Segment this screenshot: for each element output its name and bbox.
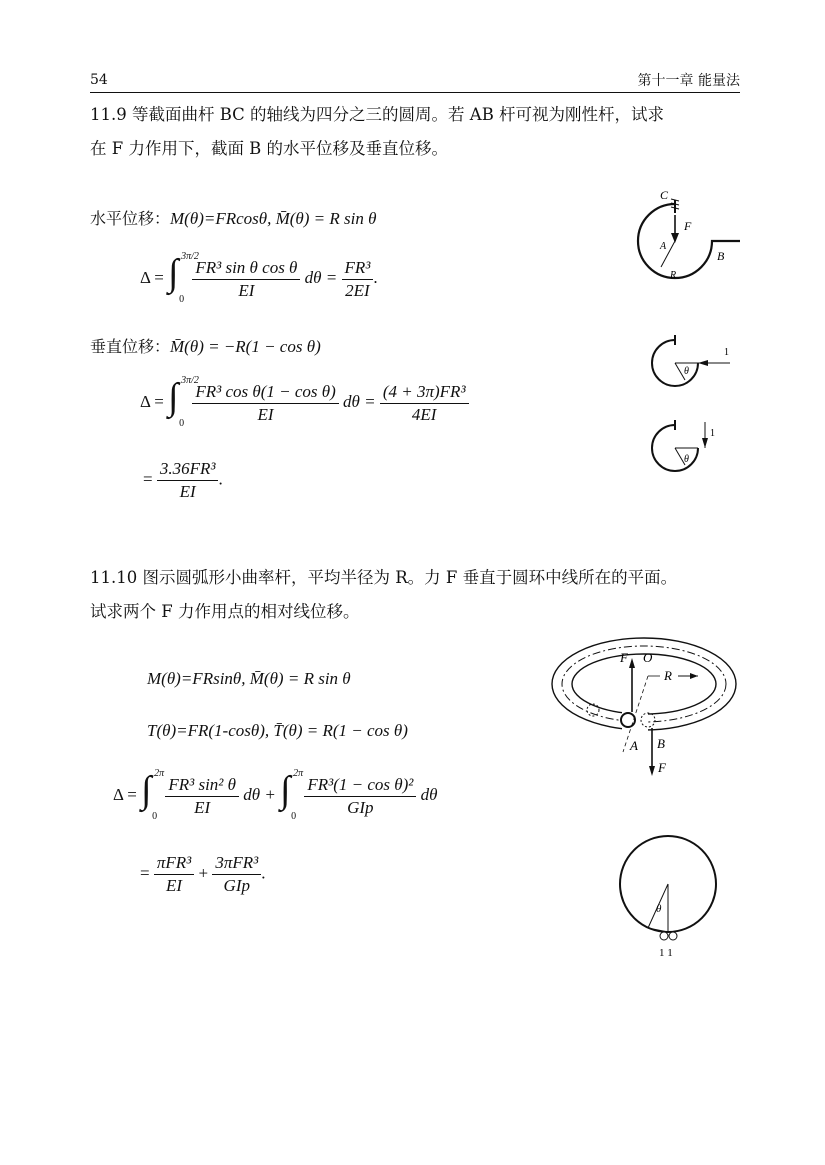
- horizontal-displacement-line: [90, 206, 376, 229]
- svg-text:1: 1: [724, 347, 729, 358]
- integral-sign: ∫ 2π 0: [141, 768, 165, 822]
- relative-displacement-integral: Δ = ∫ 2π 0 $\frac{\text{FR³ sin² θ}}{EI}$ dθ + ∫ 2π 0 $\frac{\text{FR³(1 − cos θ)²}}{\text{GIp}}$ dθ: [113, 768, 438, 822]
- svg-text:1: 1: [710, 428, 715, 439]
- moment-equation: M(θ)=FRsinθ, M̄(θ) = R sin θ: [147, 669, 351, 688]
- integral-sign: ∫ 2π 0: [280, 768, 304, 822]
- svg-text:B: B: [657, 736, 665, 751]
- svg-text:R: R: [670, 270, 677, 281]
- problem-11-10-line2: 试求两个 F 力作用点的相对线位移。: [90, 602, 360, 621]
- svg-text:C: C: [660, 188, 669, 202]
- svg-text:F: F: [658, 760, 666, 775]
- vertical-result: $\frac{\text{(4 + 3π)FR³}}{4EI}$: [380, 381, 469, 426]
- svg-text:R: R: [664, 668, 672, 683]
- svg-text:F: F: [684, 219, 692, 233]
- vertical-integral: Δ = ∫ 3π/2 0 $\frac{\text{FR³ cos θ(1 − cos θ)}}{EI}$ dθ = $\frac{\text{(4 + 3π)FR³}}{4EI}$: [140, 380, 469, 426]
- vertical-fraction: $\frac{\text{FR³ cos θ(1 − cos θ)}}{EI}$: [192, 381, 338, 426]
- svg-text:O: O: [643, 650, 653, 665]
- integral-sign: ∫ 3π/2 0: [168, 251, 199, 305]
- problem-11-9-line1: 11.9 等截面曲杆 BC 的轴线为四分之三的圆周。若 AB 杆可视为刚性杆，试求: [90, 105, 665, 124]
- vertical-label: 垂直位移：: [90, 337, 171, 356]
- svg-text:θ: θ: [656, 903, 662, 915]
- svg-text:A: A: [660, 241, 667, 252]
- header-rule: [90, 92, 740, 93]
- figure-11-10-ring: [548, 632, 743, 782]
- svg-text:B: B: [717, 249, 725, 263]
- svg-text:θ: θ: [684, 454, 689, 465]
- vertical-displacement-line: [90, 334, 321, 357]
- figure-11-9-unit-horizontal: [630, 325, 740, 400]
- svg-text:θ: θ: [684, 366, 689, 377]
- svg-text:1 1: 1 1: [659, 947, 673, 959]
- horizontal-label: 水平位移：: [90, 209, 171, 228]
- chapter-title: 第十一章 能量法: [637, 73, 740, 89]
- horizontal-moment: M(θ)=FRcosθ, M̄(θ) = R sin θ: [170, 209, 377, 228]
- svg-text:F: F: [620, 650, 628, 665]
- figure-11-9-main: [610, 185, 745, 295]
- figure-11-9-unit-vertical: [630, 410, 740, 485]
- page-number: 54: [90, 72, 108, 88]
- horizontal-fraction: $\frac{\text{FR³ sin θ cos θ}}{EI}$: [192, 257, 300, 302]
- horizontal-integral: Δ = ∫ 3π/2 0 $\frac{\text{FR³ sin θ cos θ}}{EI}$ dθ = $\frac{\text{FR³}}{2EI}$ .: [140, 251, 378, 305]
- vertical-moment: M̄(θ) = −R(1 − cos θ): [170, 337, 321, 356]
- problem-11-10-line1: 11.10 图示圆弧形小曲率杆，平均半径为 R。力 F 垂直于圆环中线所在的平面。: [90, 568, 678, 587]
- relative-displacement-result: = $\frac{\text{πFR³}}{EI}$ + $\frac{\text{3πFR³}}{\text{GIp}}$ .: [140, 853, 266, 895]
- svg-text:A: A: [630, 738, 638, 753]
- figure-11-10-unit-circle: [610, 828, 725, 963]
- torque-equation: T(θ)=FR(1-cosθ), T̄(θ) = R(1 − cos θ): [147, 721, 408, 740]
- horizontal-result: $\frac{\text{FR³}}{2EI}$: [342, 257, 374, 302]
- vertical-final: = $\frac{\text{3.36FR³}}{EI}$ .: [143, 459, 223, 501]
- problem-11-9-line2: 在 F 力作用下，截面 B 的水平位移及垂直位移。: [90, 139, 449, 158]
- integral-sign: ∫ 3π/2 0: [168, 375, 199, 429]
